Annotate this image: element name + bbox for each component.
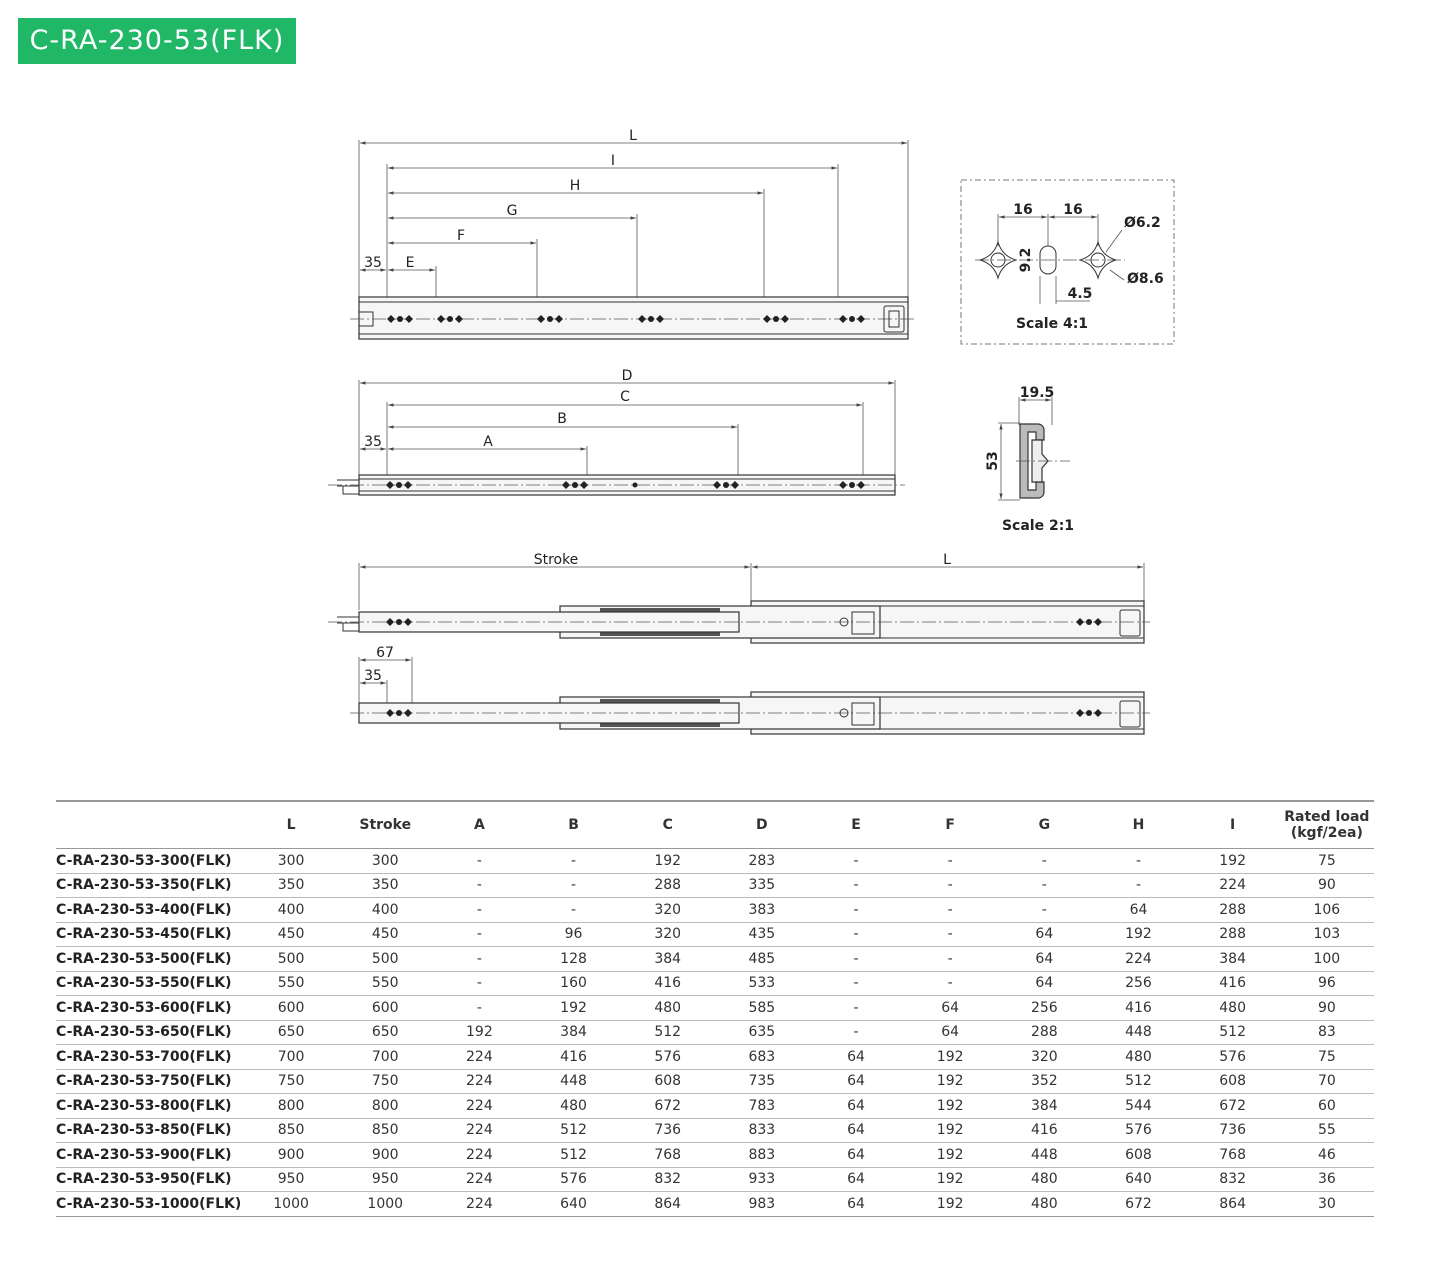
stroke-label: Stroke [533, 552, 579, 568]
value-cell: 384 [560, 1024, 587, 1041]
value-cell: 416 [1219, 975, 1246, 992]
value-cell: 736 [654, 1122, 682, 1139]
value-cell: 160 [560, 975, 587, 992]
header-rated-load-line: (kgf/2ea) [1290, 825, 1363, 841]
value-cell: 300 [277, 852, 305, 869]
model-cell: C-RA-230-53-750(FLK) [56, 1073, 232, 1090]
closed-assembly-view [350, 645, 1150, 734]
value-cell: 608 [1219, 1073, 1246, 1090]
value-cell: 55 [1317, 1122, 1336, 1139]
value-cell: 192 [936, 1073, 964, 1090]
detail-d86-label: Ø8.6 [1127, 271, 1164, 287]
value-cell: 320 [654, 926, 682, 943]
value-cell: 224 [466, 1195, 493, 1212]
model-cell: C-RA-230-53-300(FLK) [56, 852, 232, 869]
value-cell: - [571, 877, 577, 894]
value-cell: 608 [1125, 1146, 1152, 1163]
value-cell: 300 [371, 852, 399, 869]
value-cell: - [947, 950, 953, 967]
value-cell: 100 [1313, 950, 1341, 967]
header-a: A [473, 817, 485, 833]
value-cell: 64 [847, 1146, 865, 1163]
value-cell: 256 [1125, 975, 1152, 992]
drawer-member-view [328, 368, 905, 495]
value-cell: 600 [277, 999, 305, 1016]
detail-scale-label: Scale 4:1 [1015, 316, 1089, 332]
value-cell: 800 [371, 1097, 399, 1114]
table-row [56, 1045, 1374, 1070]
value-cell: 106 [1313, 901, 1341, 918]
value-cell: - [853, 1024, 859, 1041]
value-cell: 500 [371, 950, 399, 967]
header-stroke: Stroke [359, 817, 412, 833]
value-cell: 103 [1313, 926, 1341, 943]
dim-I-label: I [610, 153, 616, 169]
value-cell: 544 [1125, 1097, 1152, 1114]
value-cell: 70 [1317, 1073, 1336, 1090]
dim-C-label: C [620, 389, 630, 405]
value-cell: 224 [466, 1073, 493, 1090]
value-cell: 224 [466, 1122, 493, 1139]
dim-67-label: 67 [376, 645, 394, 661]
value-cell: 224 [1125, 950, 1152, 967]
value-cell: 320 [654, 901, 682, 918]
value-cell: - [476, 999, 482, 1016]
value-cell: 485 [748, 950, 776, 967]
table-row [56, 1020, 1374, 1045]
value-cell: 480 [560, 1097, 587, 1114]
dim-E-label: E [405, 255, 415, 271]
value-cell: 400 [371, 901, 399, 918]
value-cell: 128 [560, 950, 587, 967]
value-cell: 64 [847, 1195, 865, 1212]
value-cell: - [476, 926, 482, 943]
value-cell: 192 [560, 999, 587, 1016]
value-cell: 435 [748, 926, 776, 943]
table-row [56, 1118, 1374, 1143]
detail-d45-label: 4.5 [1067, 286, 1093, 302]
value-cell: 350 [277, 877, 305, 894]
value-cell: 608 [654, 1073, 682, 1090]
value-cell: 736 [1219, 1122, 1246, 1139]
value-cell: 832 [1219, 1171, 1246, 1188]
value-cell: 480 [1125, 1048, 1152, 1065]
value-cell: 400 [277, 901, 305, 918]
header-f: F [945, 817, 955, 833]
value-cell: - [853, 901, 859, 918]
detail-16a-label: 16 [1013, 202, 1033, 218]
value-cell: 30 [1317, 1195, 1336, 1212]
dim-D-label: D [621, 368, 633, 384]
value-cell: 585 [748, 999, 776, 1016]
value-cell: 512 [560, 1122, 587, 1139]
value-cell: 75 [1317, 852, 1336, 869]
dim-L-label: L [629, 128, 637, 144]
value-cell: 1000 [367, 1195, 404, 1212]
model-cell: C-RA-230-53-1000(FLK) [56, 1195, 242, 1212]
value-cell: - [853, 877, 859, 894]
value-cell: 600 [371, 999, 399, 1016]
table-row [56, 971, 1374, 996]
value-cell: 192 [466, 1024, 493, 1041]
dim-35-label-2: 35 [364, 434, 382, 450]
value-cell: 256 [1030, 999, 1058, 1016]
table-row [56, 1069, 1374, 1094]
value-cell: 768 [1219, 1146, 1246, 1163]
dim-A-label: A [483, 434, 493, 450]
value-cell: 448 [1125, 1024, 1152, 1041]
detail-d62-label: Ø6.2 [1124, 215, 1161, 231]
model-cell: C-RA-230-53-650(FLK) [56, 1024, 232, 1041]
detail-16b-label: 16 [1063, 202, 1083, 218]
value-cell: 750 [277, 1073, 305, 1090]
specification-table [56, 800, 1374, 1217]
value-cell: 192 [1125, 926, 1152, 943]
header-model [56, 801, 244, 849]
value-cell: 900 [277, 1146, 305, 1163]
table-row [56, 996, 1374, 1021]
value-cell: 288 [1219, 926, 1246, 943]
value-cell: 512 [1219, 1024, 1246, 1041]
value-cell: 64 [847, 1097, 865, 1114]
value-cell: 64 [847, 1122, 865, 1139]
value-cell: 480 [1219, 999, 1246, 1016]
value-cell: 512 [560, 1146, 587, 1163]
value-cell: 192 [936, 1122, 964, 1139]
value-cell: 36 [1317, 1171, 1336, 1188]
value-cell: 283 [748, 852, 776, 869]
value-cell: 950 [277, 1171, 305, 1188]
dim-L-label-2: L [943, 552, 951, 568]
product-title-badge: C-RA-230-53(FLK) [18, 18, 296, 64]
value-cell: 83 [1317, 1024, 1336, 1041]
value-cell: 933 [748, 1171, 776, 1188]
value-cell: 75 [1317, 1048, 1336, 1065]
value-cell: 192 [936, 1097, 964, 1114]
value-cell: 672 [1125, 1195, 1152, 1212]
value-cell: 448 [1030, 1146, 1058, 1163]
value-cell: - [476, 975, 482, 992]
value-cell: 192 [936, 1146, 964, 1163]
value-cell: 64 [941, 1024, 960, 1041]
table-row [56, 947, 1374, 972]
table-row [56, 1192, 1374, 1217]
value-cell: 512 [1125, 1073, 1152, 1090]
hole-detail-view [961, 180, 1174, 344]
value-cell: 192 [936, 1048, 964, 1065]
value-cell: 1000 [273, 1195, 309, 1212]
value-cell: 64 [1035, 926, 1054, 943]
model-cell: C-RA-230-53-550(FLK) [56, 975, 232, 992]
value-cell: - [476, 950, 482, 967]
value-cell: 64 [1035, 975, 1054, 992]
value-cell: 224 [466, 1048, 493, 1065]
value-cell: 288 [654, 877, 682, 894]
value-cell: - [853, 950, 859, 967]
value-cell: 192 [1219, 852, 1246, 869]
value-cell: 500 [277, 950, 305, 967]
value-cell: 224 [1219, 877, 1246, 894]
value-cell: 224 [466, 1097, 493, 1114]
header-rated-load-line: Rated load [1284, 809, 1370, 825]
model-cell: C-RA-230-53-800(FLK) [56, 1097, 232, 1114]
value-cell: 800 [277, 1097, 305, 1114]
value-cell: 352 [1030, 1073, 1058, 1090]
value-cell: 640 [1125, 1171, 1152, 1188]
value-cell: 384 [1030, 1097, 1058, 1114]
value-cell: 950 [371, 1171, 399, 1188]
value-cell: 46 [1317, 1146, 1336, 1163]
table-row [56, 1167, 1374, 1192]
value-cell: - [947, 901, 953, 918]
value-cell: 384 [1219, 950, 1246, 967]
model-cell: C-RA-230-53-900(FLK) [56, 1146, 232, 1163]
model-cell: C-RA-230-53-500(FLK) [56, 950, 232, 967]
value-cell: 64 [847, 1171, 865, 1188]
value-cell: 576 [654, 1048, 682, 1065]
value-cell: 983 [748, 1195, 776, 1212]
value-cell: 64 [1035, 950, 1054, 967]
value-cell: 416 [560, 1048, 587, 1065]
header-d: D [756, 817, 768, 833]
value-cell: 288 [1030, 1024, 1058, 1041]
value-cell: 672 [1219, 1097, 1246, 1114]
value-cell: - [947, 926, 953, 943]
value-cell: 64 [941, 999, 960, 1016]
value-cell: - [571, 901, 577, 918]
value-cell: 750 [371, 1073, 399, 1090]
value-cell: 883 [748, 1146, 776, 1163]
dim-B-label: B [557, 411, 567, 427]
value-cell: 650 [277, 1024, 305, 1041]
value-cell: 768 [654, 1146, 682, 1163]
table-row [56, 849, 1374, 874]
value-cell: 320 [1030, 1048, 1058, 1065]
table-row [56, 1143, 1374, 1168]
table-body [56, 849, 1374, 1217]
value-cell: - [853, 852, 859, 869]
value-cell: 833 [748, 1122, 776, 1139]
model-cell: C-RA-230-53-600(FLK) [56, 999, 232, 1016]
value-cell: - [853, 999, 859, 1016]
value-cell: 192 [936, 1195, 964, 1212]
model-cell: C-RA-230-53-450(FLK) [56, 926, 232, 943]
header-h: H [1132, 817, 1145, 833]
header-l: L [286, 817, 296, 833]
table-row [56, 1094, 1374, 1119]
model-cell: C-RA-230-53-400(FLK) [56, 901, 232, 918]
value-cell: 550 [371, 975, 399, 992]
table-row [56, 898, 1374, 923]
value-cell: 64 [847, 1048, 865, 1065]
cabinet-member-view [350, 128, 915, 339]
value-cell: 550 [277, 975, 305, 992]
value-cell: - [476, 901, 482, 918]
value-cell: 448 [560, 1073, 587, 1090]
value-cell: 533 [748, 975, 776, 992]
value-cell: 576 [1219, 1048, 1246, 1065]
model-cell: C-RA-230-53-700(FLK) [56, 1048, 232, 1065]
value-cell: 335 [748, 877, 776, 894]
value-cell: 850 [371, 1122, 399, 1139]
value-cell: 512 [654, 1024, 682, 1041]
cross-section-view [985, 385, 1074, 534]
header-g: G [1038, 817, 1051, 833]
extended-assembly-view [328, 552, 1150, 643]
section-height-label: 53 [985, 451, 1001, 471]
value-cell: 480 [1030, 1195, 1058, 1212]
value-cell: 450 [277, 926, 305, 943]
value-cell: 384 [654, 950, 682, 967]
value-cell: 224 [466, 1146, 493, 1163]
value-cell: 96 [564, 926, 583, 943]
value-cell: 90 [1317, 999, 1336, 1016]
value-cell: 735 [748, 1073, 776, 1090]
value-cell: 90 [1317, 877, 1336, 894]
header-b: B [568, 817, 579, 833]
value-cell: - [947, 852, 953, 869]
value-cell: 288 [1219, 901, 1246, 918]
table-row [56, 873, 1374, 898]
dim-35-label: 35 [364, 255, 382, 271]
value-cell: 700 [371, 1048, 399, 1065]
header-c: C [662, 817, 673, 833]
dim-F-label: F [456, 228, 466, 244]
value-cell: 383 [748, 901, 776, 918]
dim-G-label: G [506, 203, 518, 219]
section-width-label: 19.5 [1019, 385, 1055, 401]
value-cell: - [947, 877, 953, 894]
value-cell: 480 [654, 999, 682, 1016]
value-cell: 864 [654, 1195, 682, 1212]
header-rated-load [1280, 801, 1374, 849]
value-cell: 700 [277, 1048, 305, 1065]
value-cell: 192 [936, 1171, 964, 1188]
value-cell: - [571, 852, 577, 869]
value-cell: 96 [1317, 975, 1336, 992]
value-cell: 192 [654, 852, 682, 869]
value-cell: - [1041, 877, 1047, 894]
value-cell: - [853, 975, 859, 992]
detail-d92-label: 9.2 [1018, 247, 1034, 273]
value-cell: - [476, 877, 482, 894]
value-cell: 672 [654, 1097, 682, 1114]
dim-35-label-3: 35 [364, 668, 382, 684]
value-cell: 650 [371, 1024, 399, 1041]
value-cell: - [853, 926, 859, 943]
value-cell: 480 [1030, 1171, 1058, 1188]
model-cell: C-RA-230-53-850(FLK) [56, 1122, 232, 1139]
value-cell: 850 [277, 1122, 305, 1139]
value-cell: 635 [748, 1024, 776, 1041]
value-cell: 640 [560, 1195, 587, 1212]
model-cell: C-RA-230-53-350(FLK) [56, 877, 232, 894]
value-cell: 683 [748, 1048, 776, 1065]
value-cell: 350 [371, 877, 399, 894]
value-cell: 64 [847, 1073, 865, 1090]
value-cell: 450 [371, 926, 399, 943]
value-cell: 416 [654, 975, 682, 992]
table-header-row [56, 801, 1374, 849]
value-cell: 864 [1219, 1195, 1246, 1212]
value-cell: 416 [1125, 999, 1152, 1016]
header-e: E [851, 817, 861, 833]
dim-H-label: H [569, 178, 581, 194]
value-cell: 576 [1125, 1122, 1152, 1139]
table-row [56, 922, 1374, 947]
value-cell: 416 [1030, 1122, 1058, 1139]
value-cell: - [1041, 852, 1047, 869]
value-cell: 783 [748, 1097, 776, 1114]
value-cell: - [476, 852, 482, 869]
value-cell: - [947, 975, 953, 992]
section-scale-label: Scale 2:1 [1001, 518, 1075, 534]
value-cell: 60 [1317, 1097, 1336, 1114]
value-cell: 224 [466, 1171, 493, 1188]
value-cell: - [1135, 852, 1142, 869]
value-cell: - [1135, 877, 1142, 894]
header-i: I [1230, 817, 1236, 833]
value-cell: 832 [654, 1171, 682, 1188]
value-cell: 900 [371, 1146, 399, 1163]
value-cell: - [1041, 901, 1047, 918]
value-cell: 64 [1129, 901, 1148, 918]
value-cell: 576 [560, 1171, 587, 1188]
model-cell: C-RA-230-53-950(FLK) [56, 1171, 232, 1188]
